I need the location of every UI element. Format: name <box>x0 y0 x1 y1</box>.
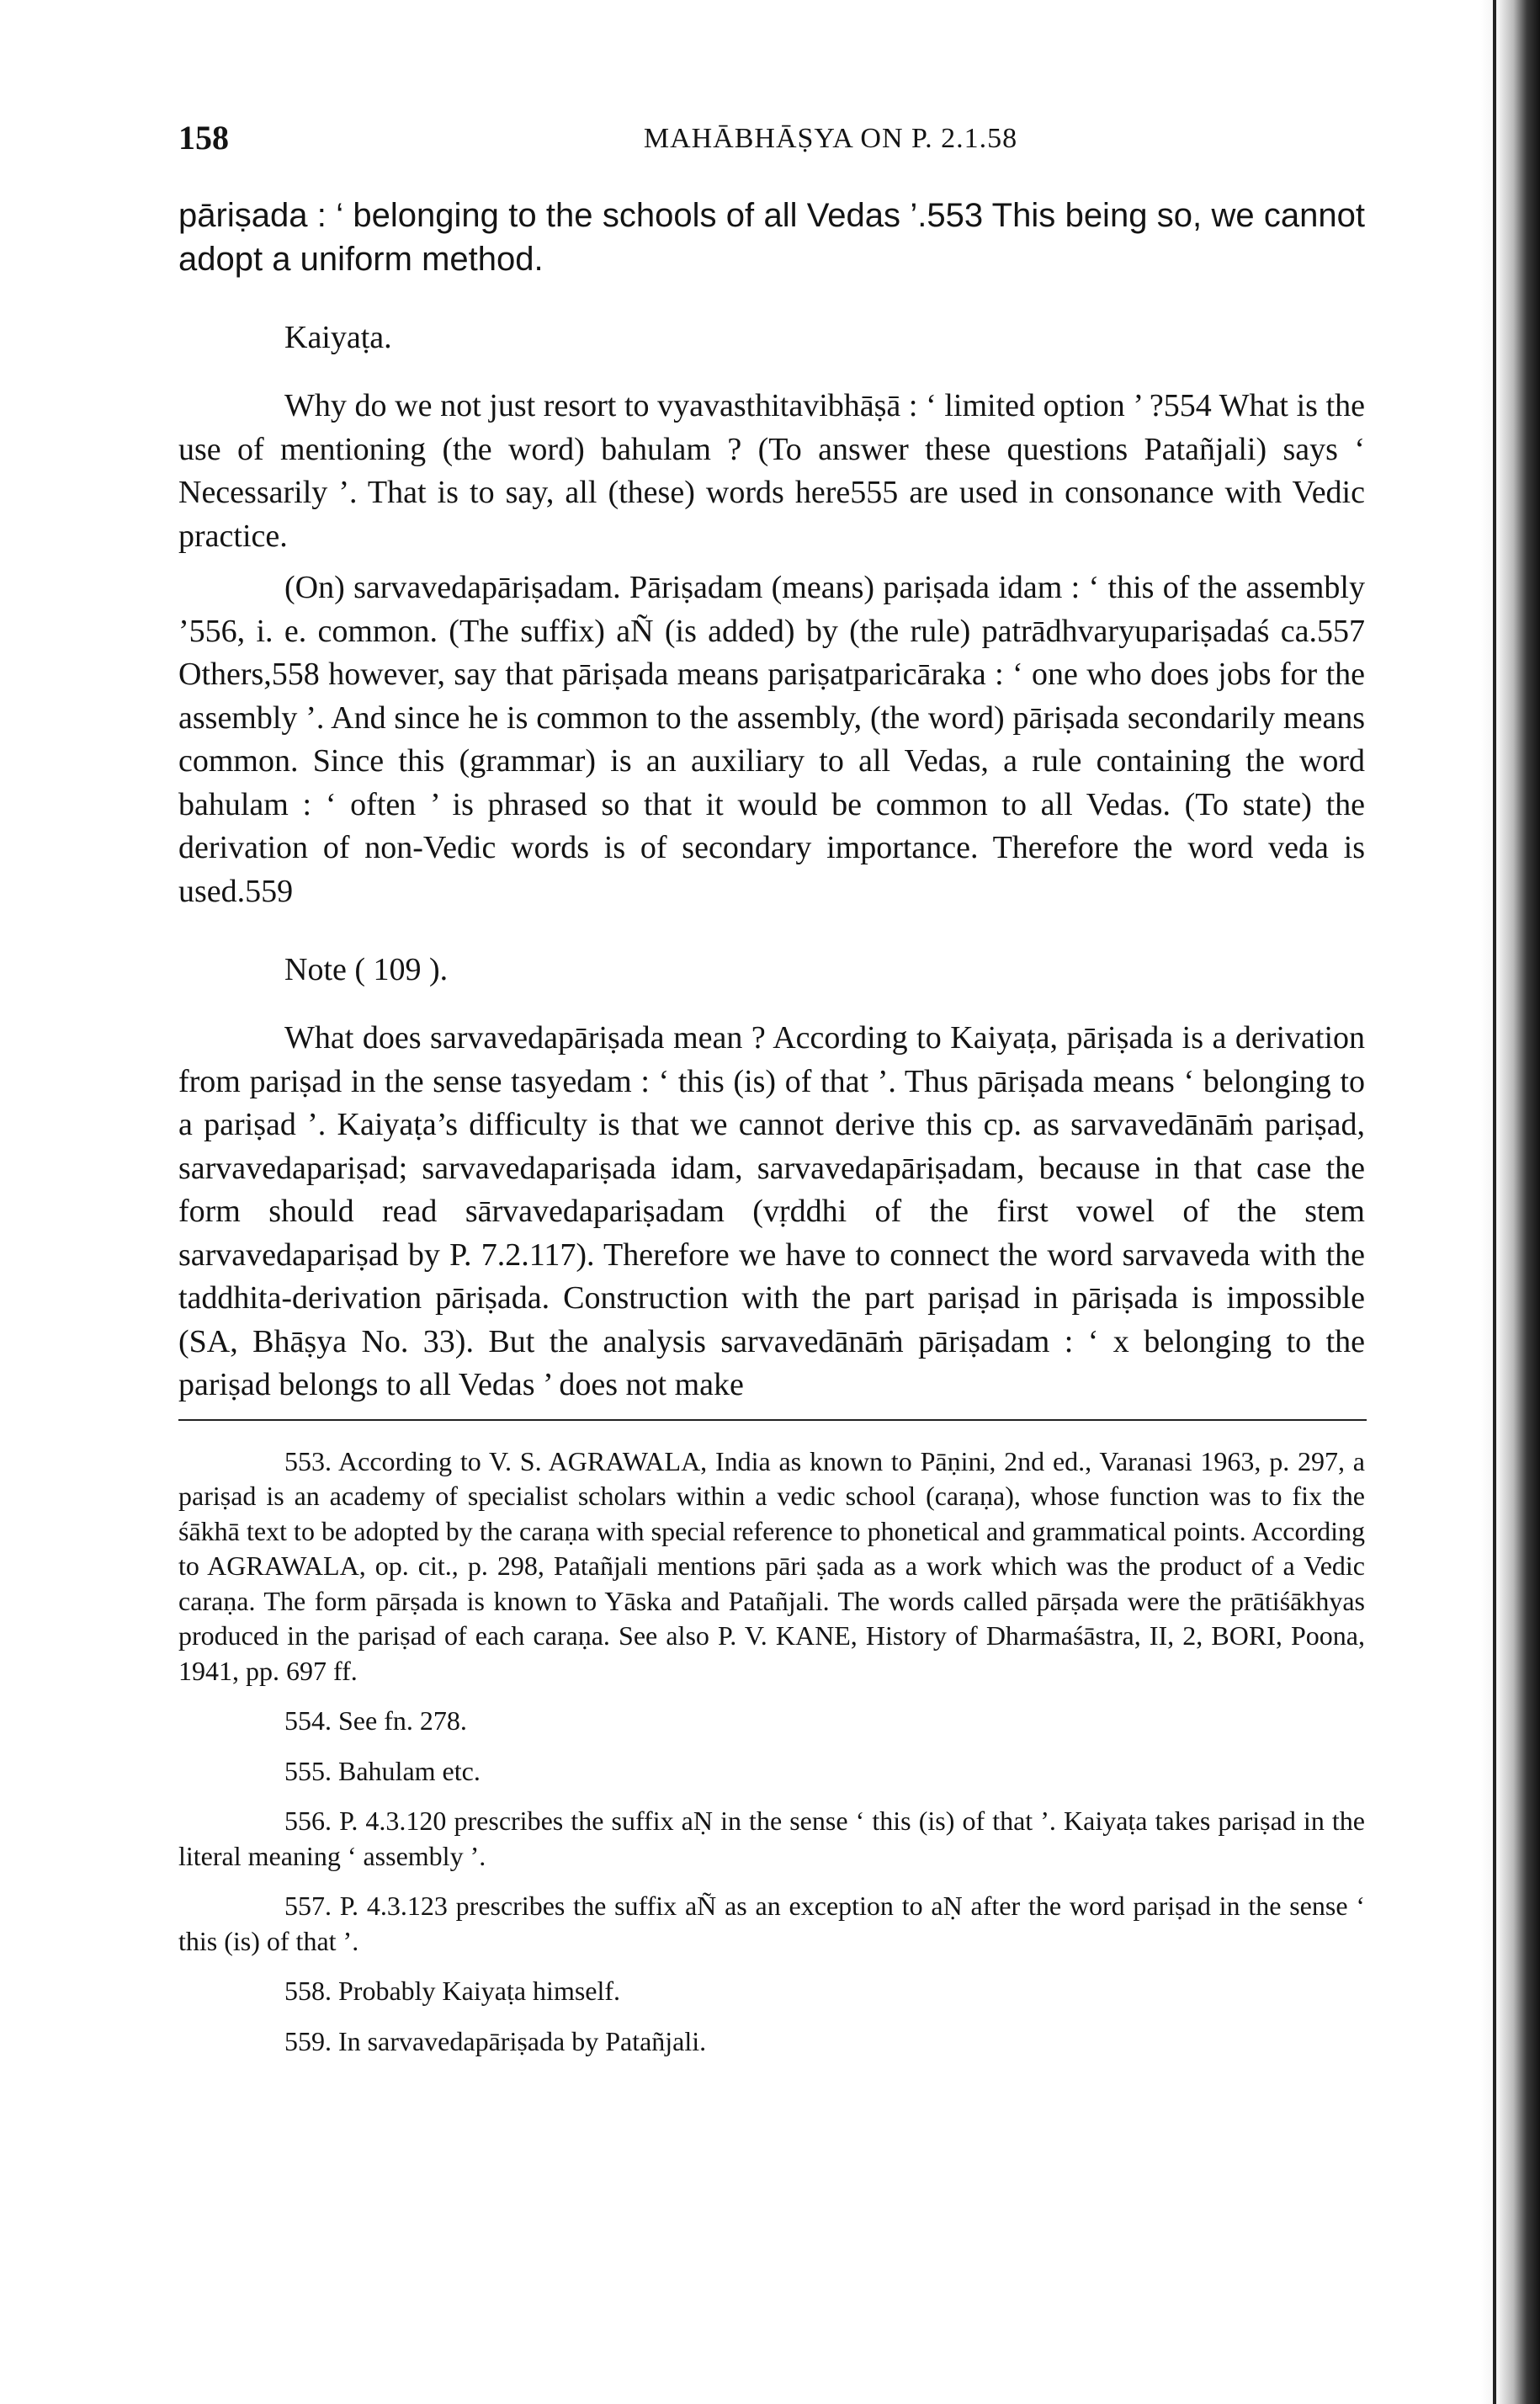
footnote-557: 557. P. 4.3.123 prescribes the suffix aÑ as an exception to aṆ after the word pariṣad in the sense ‘ this (is) of that ’. <box>178 1891 1365 1956</box>
footnote-559: 559. In sarvavedapāriṣada by Patañjali. <box>284 2025 707 2056</box>
page-number: 158 <box>178 119 229 157</box>
note-heading: Note ( 109 ). <box>284 952 449 987</box>
page-header <box>178 118 1365 177</box>
running-title: MAHĀBHĀṢYA ON P. 2.1.58 <box>643 123 1018 154</box>
footnote-555: 555. Bahulam etc. <box>284 1755 481 1786</box>
paragraph-2: (On) sarvavedapāriṣadam. Pāriṣadam (means) pariṣada idam : ‘ this of the assembly ’556, i. e. common. (The suffix) aÑ (is added) by (the rule) patrādhvaryupariṣadaś ca.557 Others,558 however, say that pāriṣada means pariṣatparicāraka : ‘ one who does jobs for the assembly ’. And since he is common to the assembly, (the word) pāriṣada secondarily means common. Since this (grammar) is an auxiliary to all Vedas, a rule containing the word bahulam : ‘ often ’ is phrased so that it would be common to all Vedas. (To state) the derivation of non-Vedic words is of secondary importance. Therefore the word veda is used.559 <box>178 570 1365 909</box>
paragraph-3: What does sarvavedapāriṣada mean ? According to Kaiyaṭa, pāriṣada is a derivation from pariṣad in the sense tasyedam : ‘ this (is) of that ’. Thus pāriṣada means ‘ belonging to a pariṣad ’. Kaiyaṭa’s difficulty is that we cannot derive this cp. as sarvavedānāṁ pariṣad, sarvavedapariṣad; sarvavedapariṣada idam, sarvavedapāriṣadam, because in that case the form should read sārvavedapariṣadam (vṛddhi of the first vowel of the stem sarvavedapariṣad by P. 7.2.117). Therefore we have to connect the word sarvaveda with the taddhita-derivation pāriṣada. Construction with the part pariṣad in pāriṣada is impossible (SA, Bhāṣya No. 33). But the analysis sarvavedānāṁ pāriṣadam : ‘ x belonging to the pariṣad belongs to all Vedas ’ does not make <box>178 1020 1365 1402</box>
footnote-553: 553. According to V. S. AGRAWALA, India as known to Pāṇini, 2nd ed., Varanasi 1963, p. 297, a pariṣad is an academy of specialist scholars within a vedic school (caraṇa), whose function was to fix the śākhā text to be adopted by the caraṇa with special reference to phonetical and grammatical points. According to AGRAWALA, op. cit., p. 298, Patañjali mentions pāri ṣada as a work which was the product of a Vedic caraṇa. The form pārṣada is known to Yāska and Patañjali. The words called pārṣada were the prātiśākhyas produced in the pariṣad of each caraṇa. See also P. V. KANE, History of Dharmaśāstra, II, 2, BORI, Poona, 1941, pp. 697 ff. <box>178 1445 1365 1686</box>
footnote-558: 558. Probably Kaiyaṭa himself. <box>284 1976 621 2006</box>
scan-page-edge <box>1481 0 1540 2404</box>
paragraph-1: Why do we not just resort to vyavasthitavibhāṣā : ‘ limited option ’ ?554 What is the use of mentioning (the word) bahulam ? (To answer these questions Patañjali) says ‘ Necessarily ’. That is to say, all (these) words here555 are used in consonance with Vedic practice. <box>178 388 1365 554</box>
intro-paragraph: pāriṣada : ‘ belonging to the schools of all Vedas ’.553 This being so, we cannot adopt a uniform method. <box>178 197 1365 278</box>
footnote-556: 556. P. 4.3.120 prescribes the suffix aṆ in the sense ‘ this (is) of that ’. Kaiyaṭa takes pariṣad in the literal meaning ‘ assembly ’. <box>178 1806 1365 1871</box>
kaiyata-heading: Kaiyaṭa. <box>284 320 392 355</box>
scan-edge-line <box>1493 0 1496 2404</box>
book-page <box>178 118 1365 2059</box>
footnote-rule <box>178 1419 1367 1421</box>
footnote-554: 554. See fn. 278. <box>284 1705 467 1736</box>
